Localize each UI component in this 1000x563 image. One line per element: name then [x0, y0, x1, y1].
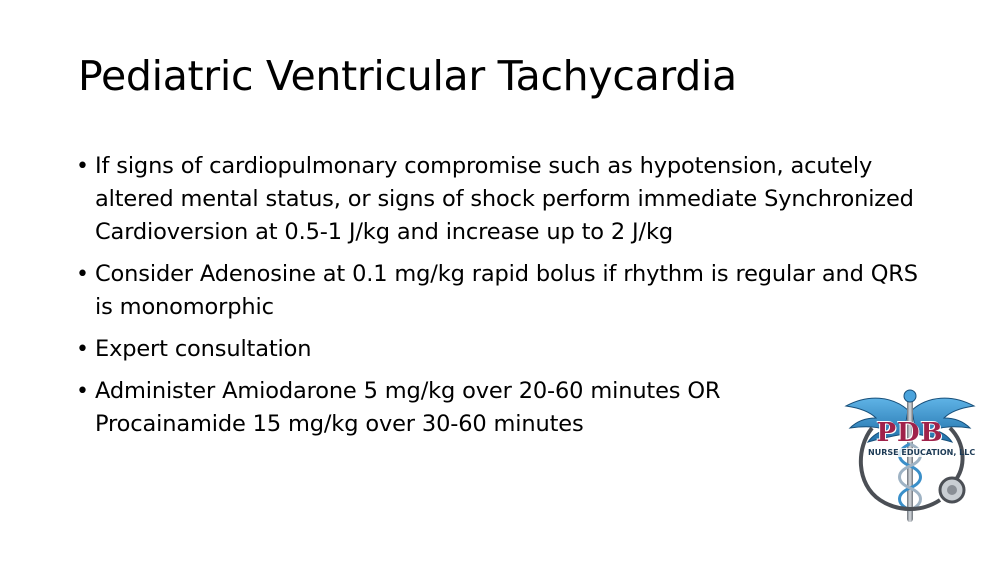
slide-title: Pediatric Ventricular Tachycardia — [78, 52, 737, 100]
bullet-text — [95, 378, 720, 437]
emphasis-or: OR — [687, 378, 721, 404]
stethoscope-chest-piece-center-shape — [947, 485, 957, 495]
staff-top-shape — [904, 390, 916, 402]
bullet-item — [76, 258, 936, 324]
bullet-item — [76, 375, 835, 441]
pdb-logo — [842, 388, 978, 528]
bullet-item — [76, 333, 936, 366]
bullet-dot: • — [76, 379, 89, 404]
bullet-text-part: Administer Amiodarone 5 mg/kg over 20-60 minutes — [95, 378, 688, 404]
bullet-item — [76, 150, 936, 249]
logo-wordmark: PDB — [876, 418, 944, 448]
bullet-dot: • — [76, 337, 89, 362]
logo-subtext: NURSE EDUCATION, LLC — [868, 448, 976, 457]
caduceus-logo-icon — [842, 388, 978, 528]
bullet-dot: • — [76, 154, 89, 179]
bullet-list — [76, 150, 936, 450]
staff-shape — [907, 394, 913, 522]
bullet-text: If signs of cardiopulmonary compromise such as hypotension, acutely altered mental status, or signs of shock perform immediate Synchronized Cardioversion at 0.5-1 J/kg and increase up to 2 J/kg — [95, 153, 914, 245]
bullet-text: Expert consultation — [95, 336, 312, 362]
bullet-dot: • — [76, 262, 89, 287]
bullet-text: Consider Adenosine at 0.1 mg/kg rapid bolus if rhythm is regular and QRS is monomorphic — [95, 261, 918, 320]
bullet-text-part: Procainamide 15 mg/kg over 30-60 minutes — [95, 411, 584, 437]
